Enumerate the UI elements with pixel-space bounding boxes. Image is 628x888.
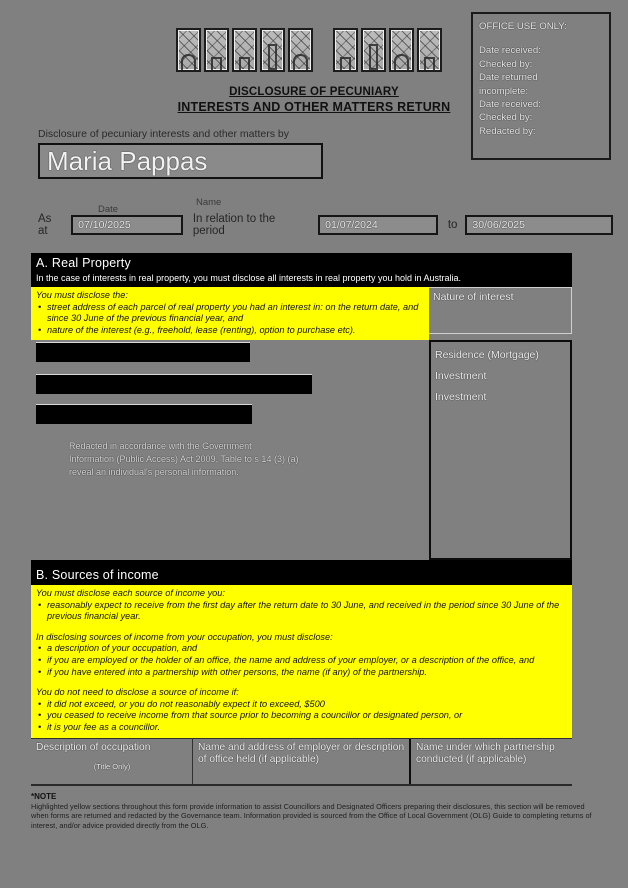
- name-value: Maria Pappas: [47, 146, 208, 176]
- identity-block: [38, 128, 598, 179]
- document-title-line-2: INTERESTS AND OTHER MATTERS RETURN: [177, 100, 451, 114]
- office-field-date-received-2[interactable]: Date received:: [479, 99, 541, 111]
- section-a-real-property: [31, 253, 572, 569]
- office-field-redacted-by[interactable]: Redacted by:: [479, 125, 536, 137]
- spacer-2: [36, 678, 567, 687]
- redaction-note: Redacted in accordance with the Government Information (Public Access) Act 2009, Table to s 14 (3) (a) reveal an individual's personal information.: [69, 441, 299, 477]
- section-b-bullet-3-1: • it did not exceed, or you do not reasonably expect it to exceed, $500: [47, 699, 567, 711]
- period-to-field[interactable]: 30/06/2025: [465, 215, 613, 235]
- office-field-date-received-1[interactable]: Date received:: [479, 45, 541, 57]
- section-b-bullet-list-1: [36, 600, 567, 623]
- inner-west-logo: [176, 28, 442, 72]
- section-a-instruction-row: [31, 287, 572, 340]
- logo-letter-n1: [204, 28, 229, 72]
- footer-note: [31, 792, 601, 830]
- section-b-bullet-2-3: • if you have entered into a partnership with other persons, the name (if any) of the partnership.: [47, 667, 567, 679]
- footer-note-body: Highlighted yellow sections throughout this form provide information to assist Councillors and Designated Officers preparing their disclosures, this section will be removed when forms are returned and redacted by the Governance team. Information provided is sourced from the Office of Local Government (OLG) Guide to completing returns of interest, and/or advice provided directly from the OLG.: [31, 801, 592, 830]
- section-b-bullet-list-3: [36, 699, 567, 734]
- footer-note-title: *NOTE: [31, 792, 57, 801]
- logo-letter-w: [333, 28, 358, 72]
- section-b-instructions: [31, 585, 572, 738]
- section-b-intro-3: You do not need to disclose a source of income if:: [36, 687, 239, 698]
- logo-letter-e1: [260, 28, 285, 72]
- period-from-field[interactable]: 01/07/2024: [318, 215, 438, 235]
- as-at-label: As at: [38, 213, 52, 237]
- date-field-label: Date: [98, 204, 119, 215]
- nature-of-interest-column-header: Nature of interest: [429, 287, 572, 334]
- section-b-bullet-1-1: • reasonably expect to receive from the first day after the return date to 30 June, and received in the period since 30 June of the previous financial year.: [47, 600, 567, 623]
- office-use-title: OFFICE USE ONLY:: [479, 21, 567, 32]
- period-label: In relation to the period: [192, 213, 276, 237]
- as-at-date-field[interactable]: 07/10/2025: [71, 215, 183, 235]
- section-a-instructions: [31, 287, 429, 340]
- section-b-intro-1: You must disclose each source of income you:: [36, 588, 225, 598]
- logo-letter-r: [288, 28, 313, 72]
- office-field-checked-by-1[interactable]: Checked by:: [479, 58, 533, 70]
- date-period-row: [38, 214, 613, 236]
- office-field-date-returned[interactable]: Date returned: [479, 72, 538, 84]
- logo-letter-n2: [232, 28, 257, 72]
- section-b-bullet-3-3: • it is your fee as a councillor.: [47, 722, 567, 734]
- section-b-header-band: [31, 565, 572, 585]
- section-a-entries: [31, 340, 572, 560]
- nature-of-interest-values: [429, 340, 572, 560]
- spacer-1: [36, 623, 567, 632]
- nature-of-interest-3: Investment: [435, 391, 487, 404]
- section-b-intro-2: In disclosing sources of income from your occupation, you must disclose:: [36, 631, 333, 642]
- section-b-bullet-2-1: • a description of your occupation, and: [47, 643, 567, 655]
- section-b-bullet-3-2: • you ceased to receive income from that source prior to becoming a councillor or designated person, or: [47, 710, 567, 722]
- section-a-header-band: [31, 253, 572, 287]
- section-a-bullet-2: • nature of the interest (e.g., freehold, lease (renting), option to purchase etc).: [47, 325, 424, 337]
- office-field-incomplete[interactable]: incomplete:: [479, 85, 529, 97]
- period-to-label: to: [447, 219, 458, 231]
- nature-of-interest-1: Residence (Mortgage): [435, 349, 539, 362]
- column-subnote-title-only: (Title Only): [93, 762, 131, 772]
- logo-letter-s: [389, 28, 414, 72]
- section-b-table-headers: [31, 738, 572, 786]
- identity-caption: Disclosure of pecuniary interests and other matters by: [38, 128, 289, 140]
- section-b-bullet-2-2: • if you are employed or the holder of an office, the name and address of your employer, or a description of the office, and: [47, 655, 567, 667]
- section-a-heading: A. Real Property: [36, 256, 131, 270]
- logo-letter-e2: [361, 28, 386, 72]
- redacted-address-3: [36, 405, 252, 424]
- document-title-line-1: DISCLOSURE OF PECUNIARY: [229, 86, 399, 98]
- column-header-occupation: Description of occupation: [36, 741, 151, 753]
- column-employer-name-address: Name and address of employer or description of office held (if applicable): [193, 739, 411, 784]
- section-b-sources-of-income: [31, 565, 572, 786]
- section-a-bullet-1: • street address of each parcel of real property you had an interest in: on the return date, and since 30 June of the previous financial year, and: [47, 302, 424, 325]
- column-partnership-name: Name under which partnership conducted (if applicable): [416, 741, 555, 766]
- section-b-bullet-list-2: [36, 643, 567, 678]
- office-field-checked-by-2[interactable]: Checked by:: [479, 112, 533, 124]
- name-field[interactable]: [38, 143, 323, 179]
- nature-of-interest-2: Investment: [435, 370, 487, 383]
- section-a-subheading: In the case of interests in real property, you must disclose all interests in real property you hold in Australia.: [36, 273, 462, 283]
- logo-letter-i: [176, 28, 201, 72]
- logo-letter-t: [417, 28, 442, 72]
- redacted-address-2: [36, 375, 312, 394]
- section-a-instructions-intro: You must disclose the:: [36, 290, 128, 300]
- section-a-bullet-list: [36, 302, 424, 337]
- name-field-label: Name: [196, 197, 222, 208]
- column-description-of-occupation: [31, 739, 193, 784]
- redacted-address-1: [36, 343, 250, 362]
- section-b-heading: B. Sources of income: [36, 568, 159, 582]
- section-a-address-column: [31, 340, 429, 560]
